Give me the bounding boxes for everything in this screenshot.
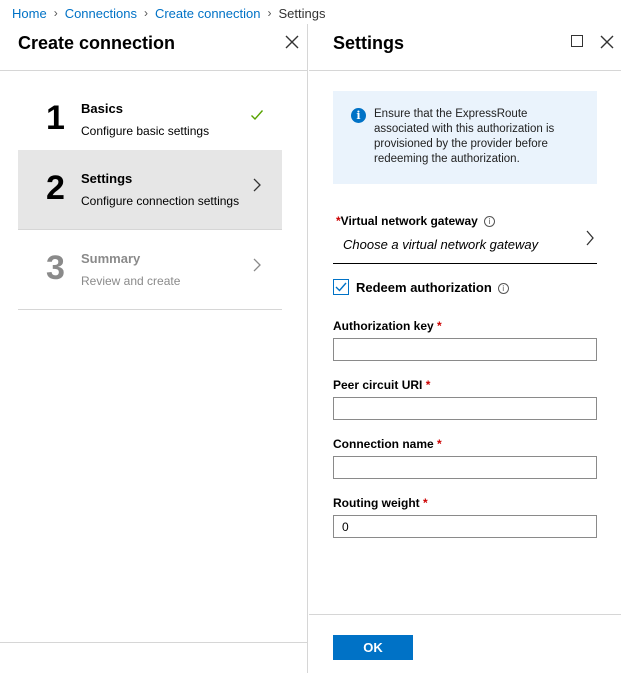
breadcrumb-create-connection[interactable]: Create connection [154,5,261,21]
close-icon[interactable] [285,35,299,49]
footer-divider [0,642,308,643]
connection-name-input[interactable] [333,456,597,479]
step-number: 2 [46,169,65,207]
label-text: Connection name [333,437,434,451]
field-label [336,214,495,228]
info-tooltip-icon[interactable]: i [498,283,509,294]
virtual-network-gateway-selector[interactable] [333,210,597,264]
step-summary[interactable] [18,230,282,310]
routing-weight-label [333,496,428,510]
label-text: Peer circuit URI [333,378,423,392]
redeem-label-text: Redeem authorization [356,280,492,295]
settings-blade [309,24,621,673]
footer-divider [309,614,621,615]
info-banner [333,91,597,184]
connection-name-label [333,437,442,451]
step-subtitle: Configure connection settings [81,194,240,208]
vng-value: Choose a virtual network gateway [343,237,539,252]
chevron-right-icon [583,230,597,251]
authorization-key-input[interactable] [333,338,597,361]
info-icon: i [351,108,366,123]
step-subtitle: Review and create [81,274,181,288]
blade-title: Create connection [18,33,176,53]
required-mark: * [425,378,431,392]
authorization-key-label [333,319,442,333]
step-number: 1 [46,99,65,137]
close-icon[interactable] [600,35,614,49]
redeem-authorization-checkbox[interactable] [333,279,349,295]
maximize-icon[interactable] [571,35,583,47]
required-mark: * [437,319,442,333]
breadcrumb [12,5,325,21]
ok-button[interactable]: OK [333,635,413,660]
step-title: Summary [81,251,141,266]
info-text: Ensure that the ExpressRoute associated with this authorization is provisioned by the provider before redeeming the authorization. [374,108,555,165]
breadcrumb-current: Settings [278,5,326,21]
chevron-right-icon [250,258,264,272]
chevron-right-icon [250,178,264,192]
chevron-right-icon: › [143,6,148,20]
chevron-right-icon: › [53,6,58,20]
redeem-authorization-label [356,280,509,295]
blade-title: Settings [333,33,405,53]
peer-circuit-uri-label [333,378,430,392]
step-basics[interactable] [18,80,282,160]
label-text: Routing weight [333,496,420,510]
breadcrumb-connections[interactable]: Connections [64,5,137,21]
checkmark-icon [250,108,264,122]
breadcrumb-home[interactable]: Home [12,5,47,21]
vng-label-text: Virtual network gateway [340,214,478,228]
blade-header [309,24,621,71]
blade-header [0,24,307,71]
peer-circuit-uri-input[interactable] [333,397,597,420]
step-settings[interactable] [18,150,282,230]
step-number: 3 [46,249,65,287]
required-mark: * [437,437,442,451]
label-text: Authorization key [333,319,434,333]
required-mark: * [336,214,341,228]
info-tooltip-icon[interactable]: i [484,216,495,227]
step-title: Basics [81,101,123,116]
chevron-right-icon: › [267,6,272,20]
step-subtitle: Configure basic settings [81,124,210,138]
step-title: Settings [81,171,133,186]
required-mark: * [423,496,428,510]
routing-weight-input[interactable] [333,515,597,538]
create-connection-blade [0,24,308,673]
